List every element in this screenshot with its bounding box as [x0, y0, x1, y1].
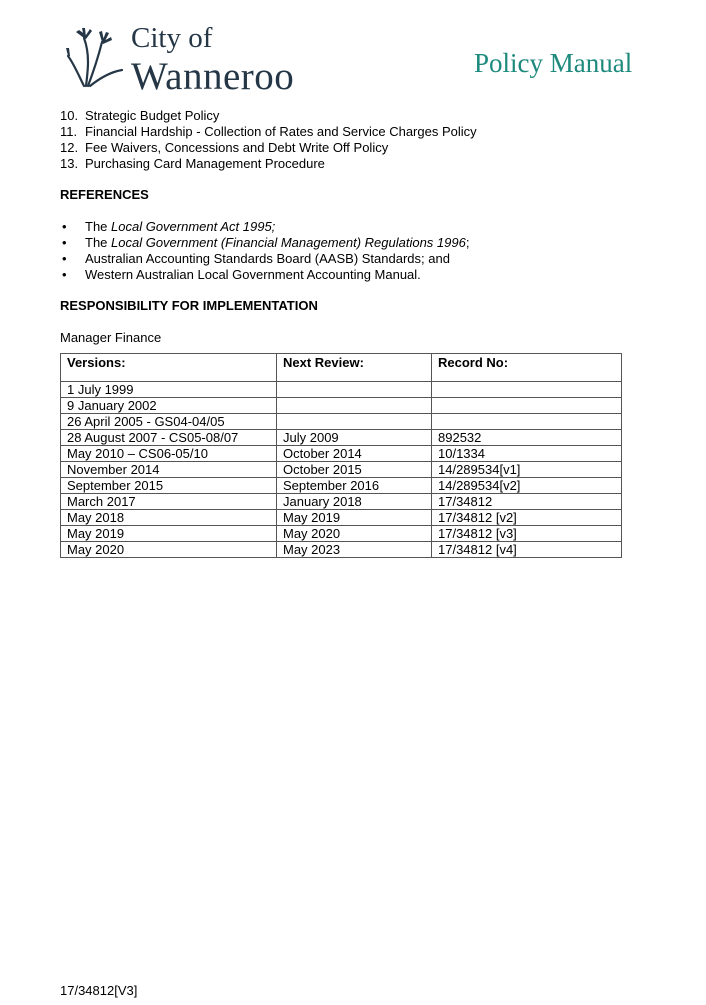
list-item: [60, 108, 620, 124]
table-cell-version: 9 January 2002: [61, 398, 277, 414]
table-cell-record-no: 14/289534[v1]: [432, 462, 622, 478]
bullet-icon: •: [62, 219, 67, 234]
reference-text-pre: The: [85, 219, 112, 234]
document-header-title: Policy Manual: [474, 48, 633, 78]
reference-text: [85, 219, 275, 235]
table-cell-version: March 2017: [61, 494, 277, 510]
table-row: [61, 542, 622, 558]
table-row: [61, 446, 622, 462]
table-cell-version: November 2014: [61, 462, 277, 478]
table-cell-version: May 2019: [61, 526, 277, 542]
table-row: [61, 478, 622, 494]
table-cell-next-review: October 2014: [277, 446, 432, 462]
kangaroo-paw-icon: [64, 24, 128, 88]
table-cell-next-review: January 2018: [277, 494, 432, 510]
table-cell-version: September 2015: [61, 478, 277, 494]
list-item: [60, 140, 620, 156]
table-cell-next-review: [277, 414, 432, 430]
list-item-text: Fee Waivers, Concessions and Debt Write Off Policy: [85, 140, 389, 155]
table-cell-record-no: 892532: [432, 430, 622, 446]
list-item-text: Strategic Budget Policy: [85, 108, 220, 123]
table-row: [61, 430, 622, 446]
reference-text-post: ;: [465, 235, 470, 250]
table-row: [61, 462, 622, 478]
table-cell-version: May 2020: [61, 542, 277, 558]
table-row: [61, 414, 622, 430]
list-item: [60, 156, 620, 172]
reference-item: [60, 267, 620, 283]
table-cell-record-no: 14/289534[v2]: [432, 478, 622, 494]
table-cell-record-no: [432, 382, 622, 398]
document-body: [60, 108, 620, 558]
table-row: [61, 398, 622, 414]
bullet-icon: •: [62, 235, 67, 250]
reference-text-pre: Australian Accounting Standards Board (AASB) Standards; and: [85, 251, 450, 266]
references-list: [60, 219, 620, 283]
reference-item: [60, 251, 620, 267]
table-cell-next-review: September 2016: [277, 478, 432, 494]
column-header-record-no: Record No:: [432, 354, 622, 382]
versions-table-header-row: [61, 354, 622, 382]
table-cell-next-review: May 2020: [277, 526, 432, 542]
reference-text-italic: Local Government Act 1995;: [111, 219, 276, 234]
table-cell-record-no: [432, 414, 622, 430]
reference-text: [85, 235, 469, 251]
table-cell-next-review: [277, 382, 432, 398]
table-row: [61, 526, 622, 542]
city-of-wanneroo-logo: [64, 22, 304, 98]
column-header-versions: Versions:: [61, 354, 277, 382]
table-cell-next-review: July 2009: [277, 430, 432, 446]
list-item-number: 11.: [60, 124, 78, 139]
table-row: [61, 382, 622, 398]
references-heading: REFERENCES: [60, 187, 149, 202]
table-cell-record-no: 17/34812 [v3]: [432, 526, 622, 542]
versions-table: [60, 353, 622, 558]
table-cell-version: 26 April 2005 - GS04-04/05: [61, 414, 277, 430]
list-item-number: 10.: [60, 108, 79, 123]
related-documents-list: [60, 108, 620, 172]
logo-text-city-of: City of: [131, 22, 213, 54]
bullet-icon: •: [62, 267, 67, 282]
list-item-text: Financial Hardship - Collection of Rates and Service Charges Policy: [85, 124, 477, 139]
table-cell-next-review: [277, 398, 432, 414]
table-row: [61, 510, 622, 526]
bullet-icon: •: [62, 251, 67, 266]
footer-record-number: 17/34812[V3]: [60, 983, 138, 998]
list-item: [60, 124, 620, 140]
reference-text: [85, 251, 450, 267]
table-cell-version: May 2010 – CS06-05/10: [61, 446, 277, 462]
table-row: [61, 494, 622, 510]
reference-item: [60, 219, 620, 235]
list-item-number: 13.: [60, 156, 79, 171]
reference-text-pre: The: [85, 235, 112, 250]
list-item-number: 12.: [60, 140, 79, 155]
responsibility-value: Manager Finance: [60, 330, 162, 345]
table-cell-next-review: May 2019: [277, 510, 432, 526]
table-cell-record-no: 10/1334: [432, 446, 622, 462]
reference-text-italic: Local Government (Financial Management) Regulations 1996: [111, 235, 466, 250]
reference-text-pre: Western Australian Local Government Accounting Manual.: [85, 267, 421, 282]
logo-text-wanneroo: Wanneroo: [131, 55, 295, 98]
table-cell-record-no: 17/34812 [v2]: [432, 510, 622, 526]
table-cell-record-no: 17/34812: [432, 494, 622, 510]
reference-item: [60, 235, 620, 251]
list-item-text: Purchasing Card Management Procedure: [85, 156, 325, 171]
responsibility-heading: RESPONSIBILITY FOR IMPLEMENTATION: [60, 298, 318, 313]
column-header-next-review: Next Review:: [277, 354, 432, 382]
table-cell-next-review: October 2015: [277, 462, 432, 478]
table-cell-version: May 2018: [61, 510, 277, 526]
table-cell-version: 28 August 2007 - CS05-08/07: [61, 430, 277, 446]
table-cell-record-no: [432, 398, 622, 414]
table-cell-record-no: 17/34812 [v4]: [432, 542, 622, 558]
table-cell-version: 1 July 1999: [61, 382, 277, 398]
reference-text: [85, 267, 421, 283]
table-cell-next-review: May 2023: [277, 542, 432, 558]
